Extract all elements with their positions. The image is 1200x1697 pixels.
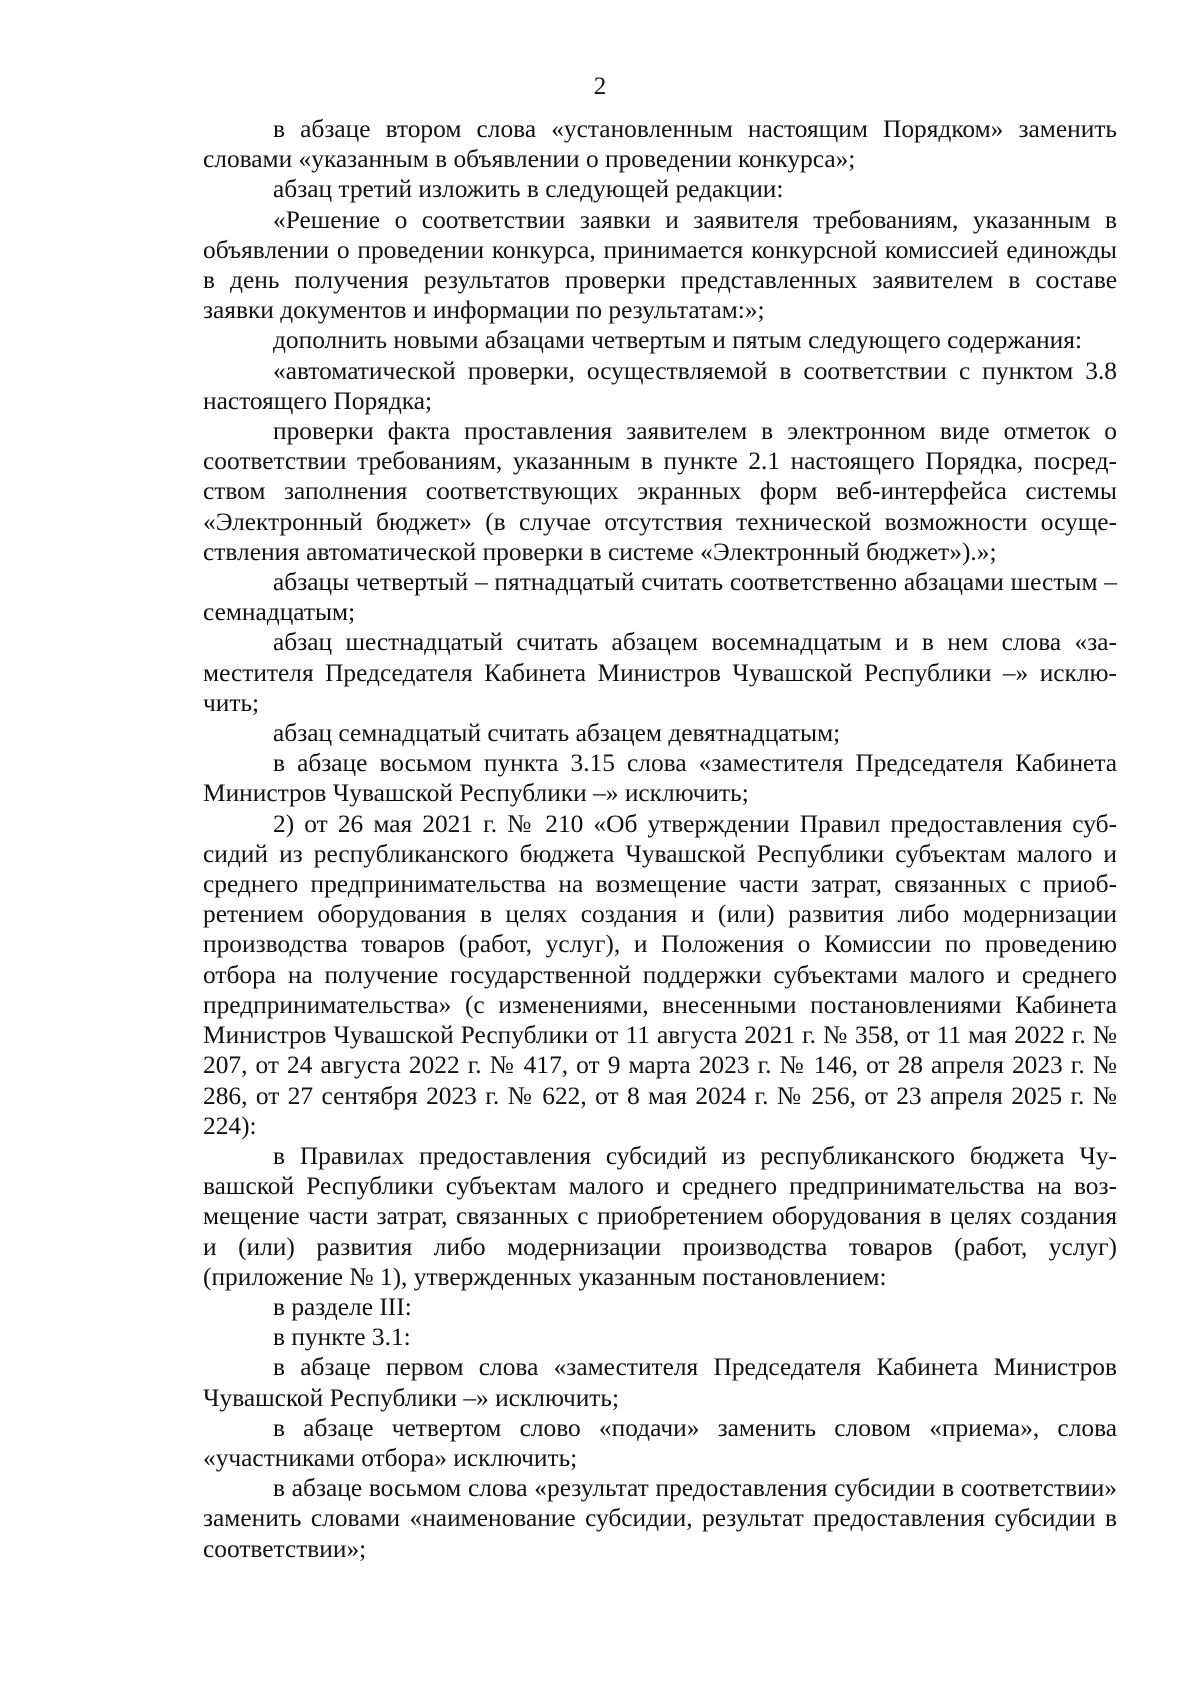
- page-number: 2: [593, 73, 607, 100]
- paragraph-15: в абзаце первом слова «заместителя Председателя Кабинета Министров Чувашской Республики –» исключить;: [203, 1353, 1117, 1412]
- paragraph-8: абзац шестнадцатый считать абзацем восемнадцатым и в нем слова «заместителя Председателя Кабинета Министров Чувашской Республики –» исключить;: [203, 628, 1117, 717]
- paragraph-11: 2) от 26 мая 2021 г. № 210 «Об утверждении Правил предоставления субсидий из республиканского бюджета Чувашской Республики субъектам малого и среднего предпринимательства на возмещение части затрат, связанных с приобретением оборудования в целях создания и (или) развития либо модернизации производства товаров (работ, услуг), и Положения о Комиссии по проведению отбора на получение государственной поддержки субъектами малого и среднего предпринимательства» (с изменениями, внесенными постановлениями Кабинета Министров Чувашской Республики от 11 августа 2021 г. № 358, от 11 мая 2022 г. № 207, от 24 августа 2022 г. № 417, от 9 марта 2023 г. № 146, от 28 апреля 2023 г. № 286, от 27 сентября 2023 г. № 622, от 8 мая 2024 г. № 256, от 23 апреля 2025 г. № 224):: [203, 809, 1117, 1140]
- paragraph-12: в Правилах предоставления субсидий из республиканского бюджета Чувашской Республики субъектам малого и среднего предпринимательства на возмещение части затрат, связанных с приобретением оборудования в целях создания и (или) развития либо модернизации производства товаров (работ, услуг) (приложение № 1), утвержденных указанным постановлением:: [203, 1141, 1117, 1291]
- paragraph-2: абзац третий изложить в следующей редакции:: [273, 175, 784, 204]
- paragraph-6: проверки факта проставления заявителем в электронном виде отметок о соответствии требованиям, указанным в пункте 2.1 настоящего Порядка, посредством заполнения соответствующих экранных форм веб-интерфейса системы «Электронный бюджет» (в случае отсутствия технической возможности осуществления автоматической проверки в системе «Электронный бюджет»).»;: [203, 417, 1117, 566]
- paragraph-7: абзацы четвертый – пятнадцатый считать соответственно абзацами шестым – семнадцатым;: [203, 568, 1117, 627]
- paragraph-3: «Решение о соответствии заявки и заявителя требованиям, указанным в объявлении о проведении конкурса, принимается конкурсной комиссией единожды в день получения результатов проверки представленных заявителем в составе заявки документов и информации по результатам:»;: [203, 205, 1117, 325]
- paragraph-13: в разделе III:: [273, 1292, 412, 1321]
- document-body: [203, 114, 1117, 1564]
- paragraph-5: «автоматической проверки, осуществляемой в соответствии с пунктом 3.8 настоящего Порядка;: [203, 356, 1117, 415]
- paragraph-10: в абзаце восьмом пункта 3.15 слова «заместителя Председателя Кабинета Министров Чувашской Республики –» исключить;: [203, 749, 1117, 808]
- paragraph-14: в пункте 3.1:: [273, 1323, 411, 1352]
- paragraph-9: абзац семнадцатый считать абзацем девятнадцатым;: [273, 719, 841, 748]
- paragraph-17: в абзаце восьмом слова «результат предоставления субсидии в соответствии» заменить словами «наименование субсидии, результат предоставления субсидии в соответствии»;: [203, 1474, 1117, 1563]
- paragraph-16: в абзаце четвертом слово «подачи» заменить словом «приема», слова «участниками отбора» исключить;: [203, 1413, 1117, 1472]
- paragraph-4: дополнить новыми абзацами четвертым и пятым следующего содержания:: [273, 326, 1083, 355]
- paragraph-1: в абзаце втором слова «установленным настоящим Порядком» заменить словами «указанным в объявлении о проведении конкурса»;: [203, 115, 1117, 174]
